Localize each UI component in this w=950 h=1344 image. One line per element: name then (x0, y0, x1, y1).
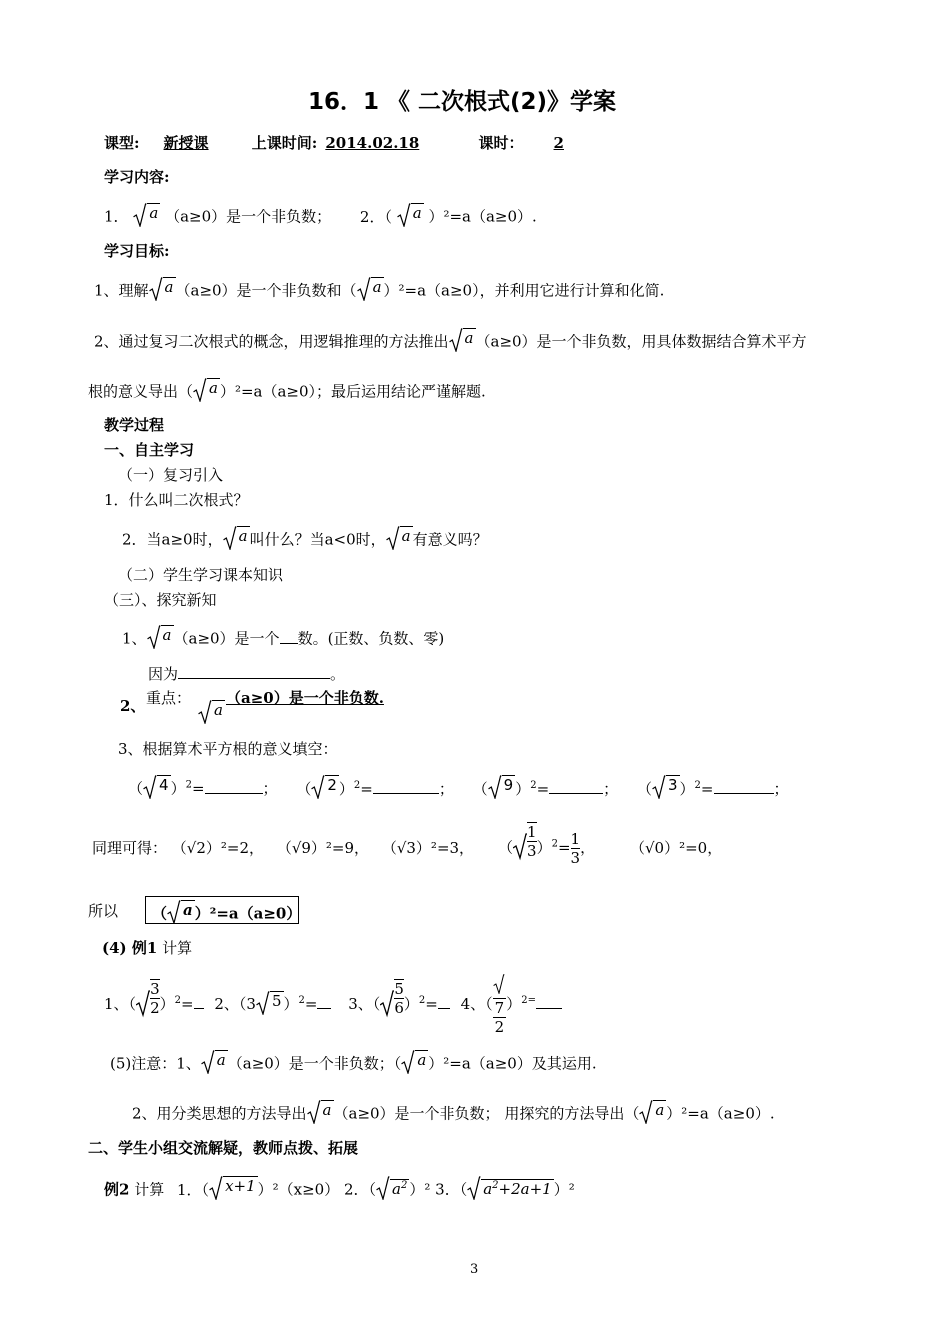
ex2-item: ）² (553, 1180, 575, 1199)
fill-blank[interactable] (205, 793, 263, 794)
learn-heading: （二）学生学习课本知识 (118, 566, 284, 584)
page-number: 3 (470, 1262, 479, 1277)
so-label: 所以 (88, 902, 119, 920)
goal-2 (94, 328, 807, 357)
content-heading: 学习内容: (104, 168, 170, 186)
content-items (104, 203, 537, 232)
explore-2-num: 2、 (120, 697, 146, 715)
goal-2-cont (88, 378, 486, 407)
sqrt-a: a (147, 625, 174, 654)
sqrt-a: a (397, 203, 424, 232)
because-label: 因为 (148, 665, 179, 683)
sqrt-a: a (133, 203, 160, 232)
goal1-c: ）²=a（a≥0），并利用它进行计算和化简. (383, 281, 665, 300)
sqrt-a: a (149, 277, 176, 306)
e1-c: 数。(正数、负数、零) (297, 629, 445, 648)
item2-num: 2．（ (359, 207, 392, 226)
similar-label: 同理可得： (92, 839, 168, 857)
sqrt-a: a (193, 378, 220, 407)
example2: 例2 计算 1．（ x+1 ）²（x≥0） 2．（ $a^2$ ）² 3．（ $a^2+2a+1$ ）² (104, 1177, 575, 1199)
question-1: 1．什么叫二次根式？ (104, 491, 249, 509)
explore-3: 3、根据算术平方根的意义填空： (118, 740, 338, 758)
part1-heading: 一、自主学习 (104, 441, 195, 459)
lesson-type-value: 新授课 (163, 134, 209, 152)
ex2-item: ）² 3．（ (409, 1180, 468, 1199)
item1-num: 1． (104, 207, 129, 226)
review-heading: （一）复习引入 (118, 466, 224, 484)
ex1-label: (4) 例1 (102, 939, 158, 957)
fill-blank[interactable] (373, 793, 439, 794)
goal-1 (94, 277, 664, 306)
explore-2-key: 重点： (146, 689, 192, 707)
page-title: 16．1 《 二次根式(2)》学案 (308, 89, 617, 115)
ex2-text: 计算 (134, 1180, 165, 1199)
q2-b: 叫什么？当a<0时， (249, 530, 386, 549)
ex1-item-num: 2、 (214, 995, 239, 1013)
process-heading: 教学过程 (104, 416, 165, 434)
ex1-item-num: 3、 (348, 995, 373, 1013)
example1-heading (102, 938, 192, 958)
explore-2-text: （a≥0）是一个非负数. (226, 689, 384, 707)
lesson-time-value: 2014.02.18 (325, 134, 420, 152)
note2-b: （a≥0）是一个非负数； 用探究的方法导出（ (333, 1104, 640, 1123)
similar-row (92, 838, 474, 858)
item2-text: ）²=a（a≥0）. (428, 207, 537, 226)
e1-b: （a≥0）是一个 (173, 629, 280, 648)
ex1-item-num: 4、 (460, 995, 486, 1013)
e1-a: 1、 (122, 629, 147, 648)
goal2-d: ）²=a（a≥0）；最后运用结论严谨解题. (219, 382, 486, 401)
lesson-period-label: 课时： (478, 134, 524, 152)
key-formula: （ a ）²=a（a≥0） (152, 901, 302, 923)
similar-item: （√3）²=3， (381, 839, 475, 857)
sqrt-a: a (401, 1050, 428, 1079)
goals-heading: 学习目标: (104, 242, 170, 260)
because-end: 。 (330, 665, 346, 683)
ex2-item: 1．（ (177, 1180, 210, 1199)
note2-c: ）²=a（a≥0）. (666, 1104, 775, 1123)
note-a: (5)注意：1、 (110, 1054, 201, 1073)
similar-item: （√2）²=2， (171, 839, 265, 857)
q2-c: 有意义吗？ (412, 530, 488, 549)
ex2-label: 例2 (104, 1180, 130, 1199)
ex2-item: ）²（x≥0） 2．（ (257, 1180, 377, 1199)
fill-radicand: 3 (667, 776, 678, 794)
part2-heading: 二、学生小组交流解疑，教师点拨、拓展 (88, 1139, 359, 1157)
goal2-c: 根的意义导出（ (88, 382, 194, 401)
goal1-a: 1、理解 (94, 281, 149, 300)
goal2-a: 2、通过复习二次根式的概念，用逻辑推理的方法推出 (94, 332, 449, 351)
fill-blank[interactable] (714, 793, 774, 794)
fill-radicand: 4 (159, 776, 169, 794)
because-blank[interactable] (178, 678, 330, 679)
meta-line (104, 133, 584, 153)
ex1-text: 计算 (162, 939, 193, 957)
item1-text: （a≥0）是一个非负数； (165, 207, 332, 226)
ex1-item-num: 1、 (104, 995, 129, 1013)
explore-1 (122, 625, 444, 654)
goal1-b: （a≥0）是一个非负数和（ (175, 281, 357, 300)
lesson-period-value: 2 (553, 134, 564, 152)
lesson-time-label: 上课时间: (251, 134, 318, 152)
similar-item: （√0）²=0， (630, 839, 723, 857)
because-line (148, 664, 345, 684)
sqrt-a: a (639, 1100, 666, 1129)
goal2-b: （a≥0）是一个非负数，用具体数据结合算术平方 (475, 332, 807, 351)
question-2 (122, 526, 488, 555)
note-c: ）²=a（a≥0）及其运用. (428, 1054, 597, 1073)
sqrt-a: a (223, 526, 250, 555)
fill-row: （ 4 ）$^2$= ； （ 2 ）$^2$= ； （ 9 ）$^2$= ； （ 3 ）$^2$= ； (128, 776, 789, 798)
explore-heading: （三）、探究新知 (104, 591, 217, 609)
so-formula: ）²=a（a≥0） (194, 904, 302, 923)
fill-radicand: 2 (327, 776, 337, 794)
similar-fraction: （ $\frac{1}{3}$ ）$^2$= $\frac{1}{3}$ ， (498, 823, 596, 867)
note-b: （a≥0）是一个非负数；（ (227, 1054, 402, 1073)
sqrt-a: a (198, 700, 225, 729)
similar-item: （√9）²=9， (276, 839, 370, 857)
answer-blank[interactable] (280, 643, 298, 644)
sqrt-a: a (386, 526, 413, 555)
example1-items: 1、（ $\frac{3}{2}$ ）$^2$= 2、（3 5 ）$^2$= 3、（ $\frac{5}{6}$ ）$^2$= 4、（ $\frac{7}{2}$ ）$^{2=}$ (104, 974, 562, 1036)
sqrt-a: a (449, 328, 476, 357)
q2-a: 2．当a≥0时， (122, 530, 223, 549)
fill-blank[interactable] (549, 793, 603, 794)
note-2 (132, 1100, 775, 1129)
sqrt-a: a (357, 277, 384, 306)
sqrt-a: a (201, 1050, 228, 1079)
note2-a: 2、用分类思想的方法导出 (132, 1104, 307, 1123)
sqrt-a: a (307, 1100, 334, 1129)
note-1 (110, 1050, 597, 1079)
lesson-type-label: 课型: (104, 134, 140, 152)
fill-radicand: 9 (503, 776, 514, 794)
